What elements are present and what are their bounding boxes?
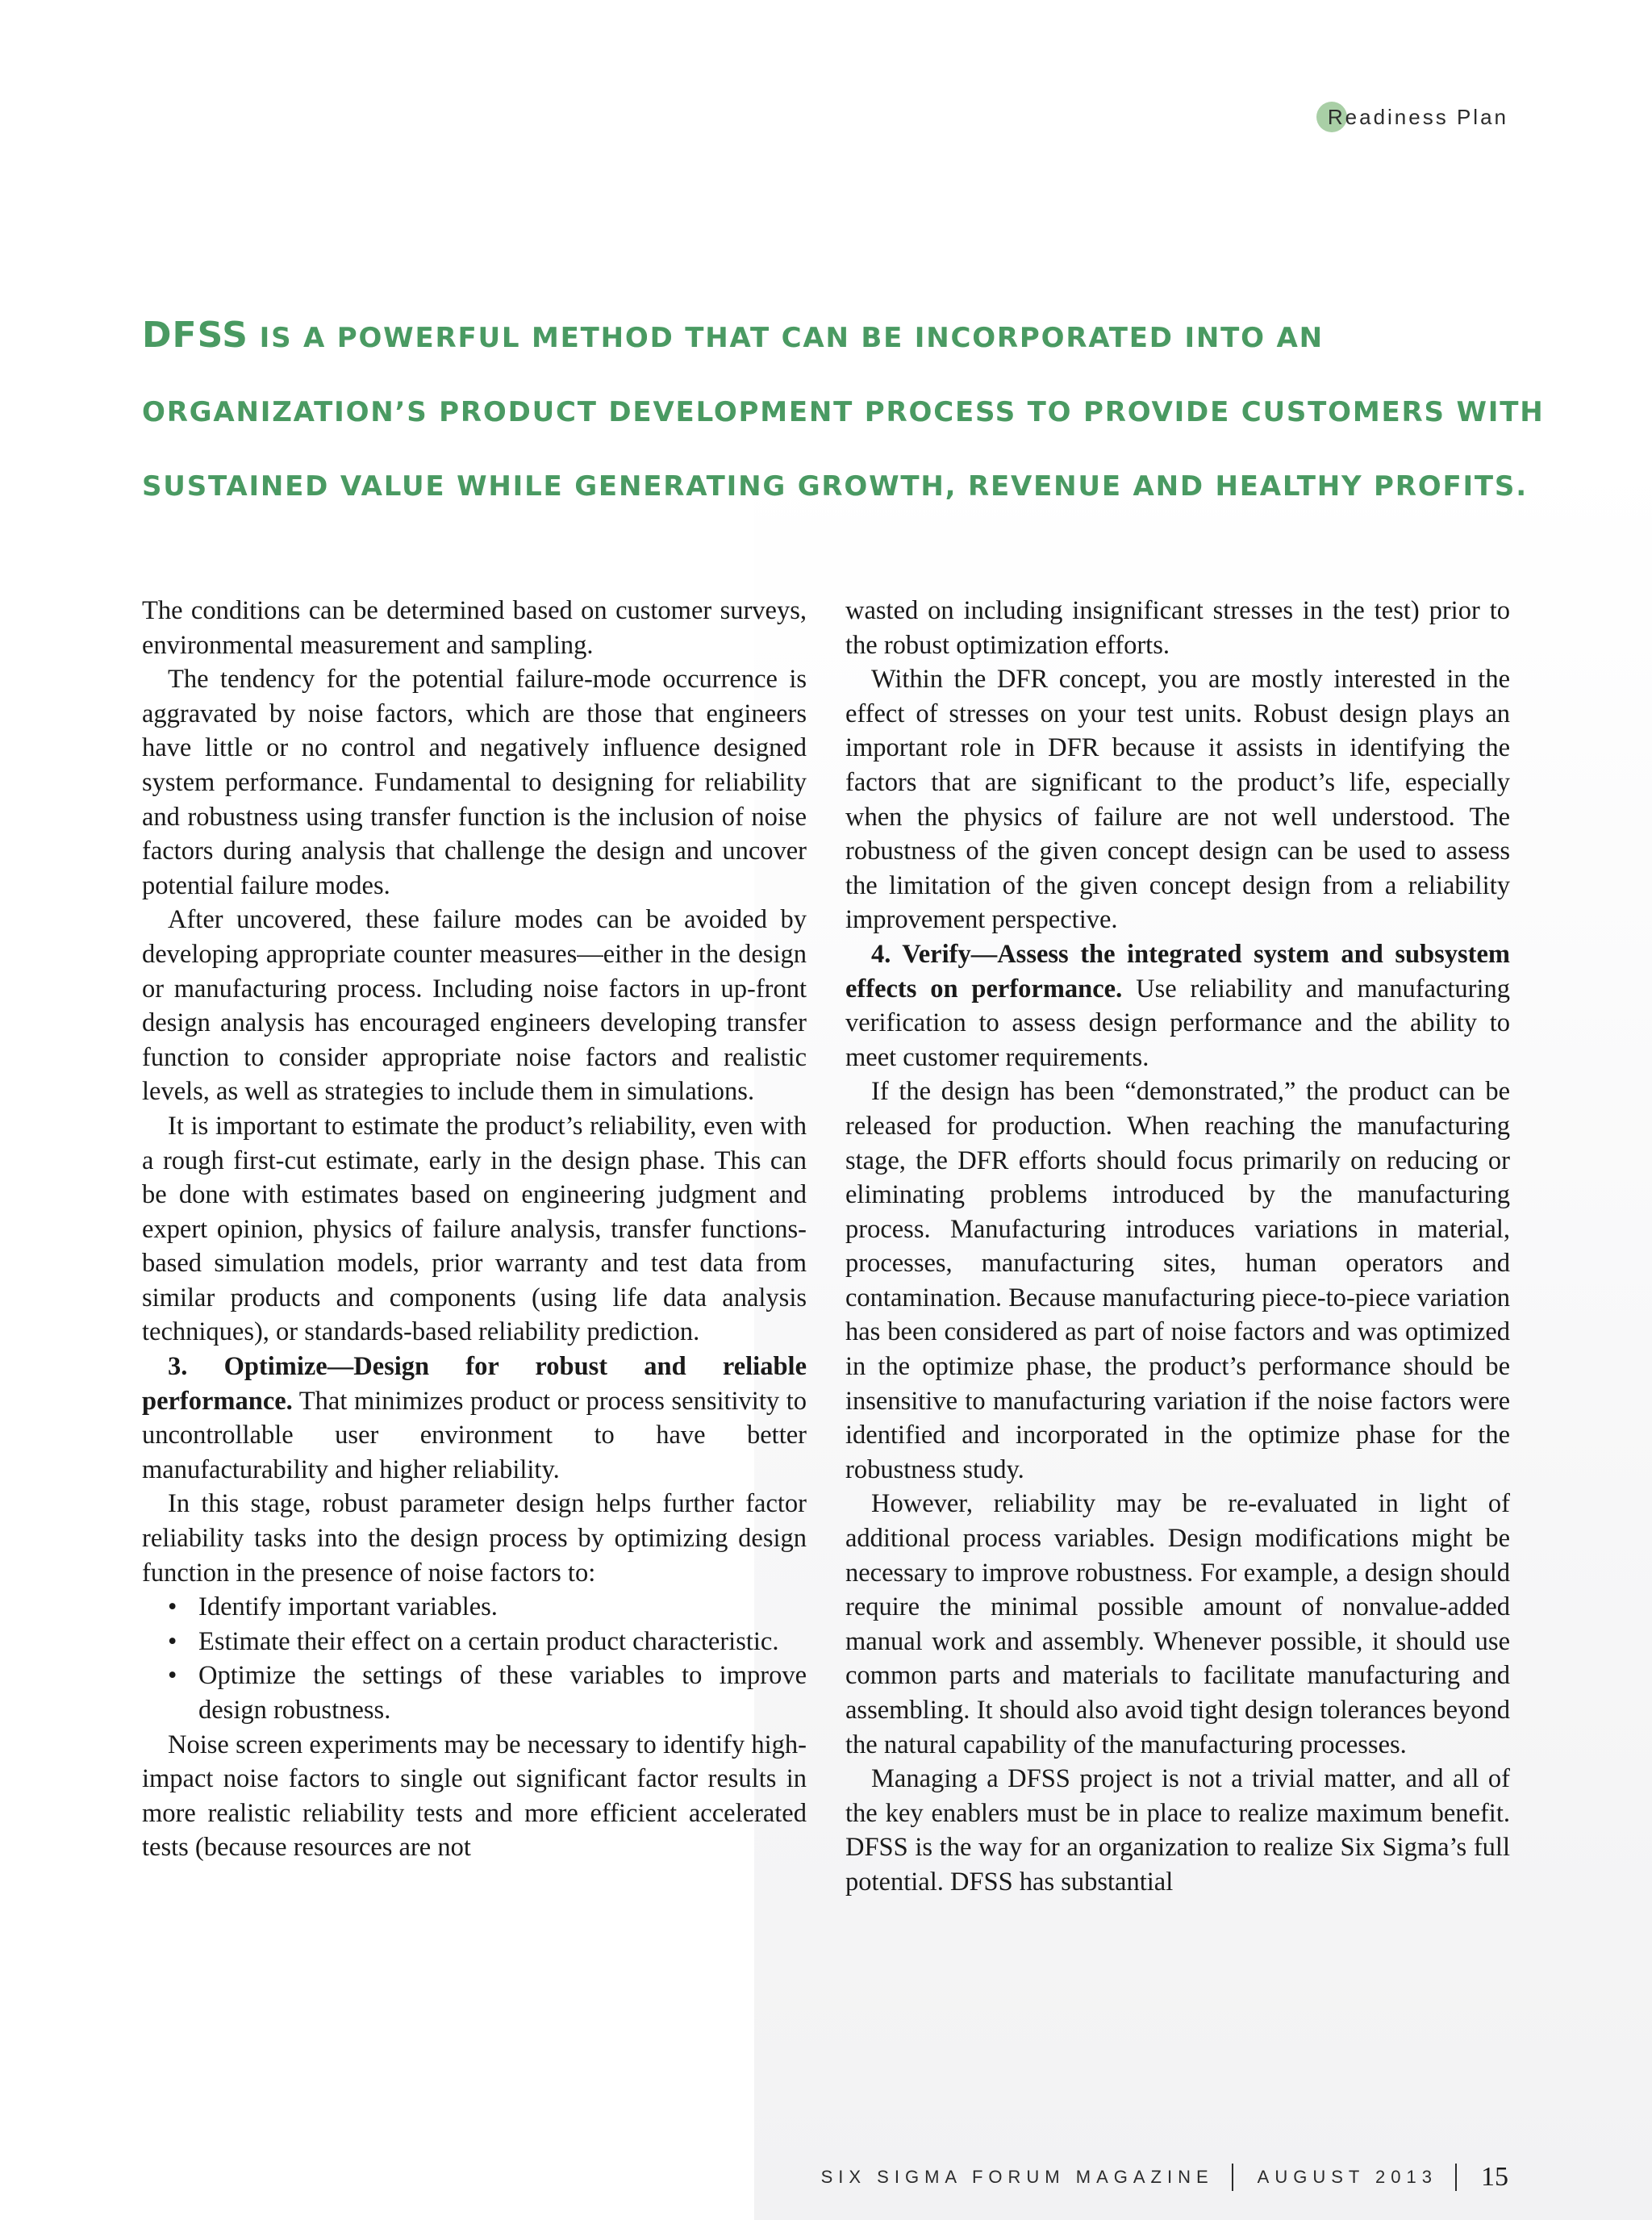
pull-quote-line-1-text: IS A POWERFUL METHOD THAT CAN BE INCORPORATED INTO AN	[248, 322, 1324, 354]
step-heading-optimize: 3. Optimize—Design for robust and reliable performance.	[142, 1352, 807, 1416]
pull-quote-line-1	[142, 298, 1513, 375]
pull-quote-line-3: SUSTAINED VALUE WHILE GENERATING GROWTH, REVENUE AND HEALTHY PROFITS.	[142, 470, 1528, 503]
step-heading-verify: 4. Verify—Assess the integrated system and subsystem effects on performance.	[845, 939, 1510, 1004]
left-column	[142, 594, 807, 1900]
paragraph: The tendency for the potential failure-mode occurrence is aggravated by noise factors, which are those that engineers have little or no control and negatively influence designed system performance. Fundamental to designing for reliability and robustness using transfer function is the inclusion of noise factors during analysis that challenge the design and uncover potential failure modes.	[142, 665, 807, 900]
pull-quote-lead-word: DFSS	[142, 315, 248, 356]
article-body	[142, 594, 1510, 1900]
paragraph: After uncovered, these failure modes can be avoided by developing appropriate counter measures—either in the design or manufacturing process. Including noise factors in up-front design analysis has encouraged engineers developing transfer function to consider appropriate noise factors and realistic levels, as well as strategies to include them in simulations.	[142, 905, 807, 1107]
right-column	[845, 594, 1510, 1900]
paragraph: wasted on including insignificant stresses in the test) prior to the robust optimization efforts.	[845, 596, 1510, 660]
magazine-name: SIX SIGMA FORUM MAGAZINE	[820, 2167, 1214, 2187]
section-label-text: Readiness Plan	[1327, 104, 1508, 129]
paragraph: In this stage, robust parameter design helps further factor reliability tasks into the design process by optimizing design function in the presence of noise factors to:	[142, 1489, 807, 1588]
paragraph-text: That minimizes product or process sensitivity to uncontrollable user environment to have better manufacturability and higher reliability.	[142, 1386, 807, 1484]
page-number: 15	[1481, 2162, 1508, 2192]
footer-divider	[1232, 2164, 1233, 2191]
paragraph: Within the DFR concept, you are mostly interested in the effect of stresses on your test units. Robust design plays an important role in DFR because it assists in identifying the factors that are significant to the product’s life, especially when the physics of failure are not well understood. The robustness of the given concept design can be used to assess the limitation of the given concept design from a reliability improvement perspective.	[845, 665, 1510, 935]
paragraph: Managing a DFSS project is not a trivial matter, and all of the key enablers must be in place to realize maximum benefit. DFSS is the way for an organization to realize Six Sigma’s full potential. DFSS has substantial	[845, 1764, 1510, 1897]
paragraph: However, reliability may be re-evaluated in light of additional process variables. Design modifications might be necessary to improve robustness. For example, a design should require the minimal possible amount of nonvalue-added manual work and assembly. Whenever possible, it should use common parts and materials to facilitate manufacturing and assembling. It should also avoid tight design tolerances beyond the natural capability of the manufacturing processes.	[845, 1489, 1510, 1759]
footer-divider	[1455, 2164, 1457, 2191]
pull-quote	[142, 298, 1545, 524]
issue-date: AUGUST 2013	[1257, 2167, 1437, 2187]
paragraph	[845, 937, 1510, 1075]
paragraph: Noise screen experiments may be necessary to identify high-impact noise factors to single out significant factor results in more realistic reliability tests and more efficient accelerated tests (because resources are not	[142, 1730, 807, 1863]
section-label	[1316, 102, 1508, 132]
bullet-list	[142, 1590, 807, 1727]
paragraph: If the design has been “demonstrated,” the product can be released for production. When reaching the manufacturing stage, the DFR efforts should focus primarily on reducing or eliminating problems introduced by the manufacturing process. Manufacturing introduces variations in material, processes, manufacturing sites, human operators and contamination. Because manufacturing piece-to-piece variation has been considered as part of noise factors and was optimized in the optimize phase, the product’s performance should be insensitive to manufacturing variation if the noise factors were identified and incorporated in the optimize phase for the robustness study.	[845, 1077, 1510, 1484]
paragraph: The conditions can be determined based on customer surveys, environmental measurement and sampling.	[142, 596, 807, 660]
paragraph-text: Use reliability and manufacturing verification to assess design performance and the ability to meet customer requirements.	[845, 974, 1510, 1072]
paragraph: It is important to estimate the product’s reliability, even with a rough first-cut estimate, early in the design phase. This can be done with estimates based on engineering judgment and expert opinion, physics of failure analysis, transfer functions-based simulation models, prior warranty and test data from similar products and components (using life data analysis techniques), or standards-based reliability prediction.	[142, 1111, 807, 1347]
list-item: • Estimate their effect on a certain product characteristic.	[142, 1625, 807, 1659]
list-item: • Optimize the settings of these variables to improve design robustness.	[142, 1659, 807, 1727]
pull-quote-line-2: ORGANIZATION’S PRODUCT DEVELOPMENT PROCESS TO PROVIDE CUSTOMERS WITH	[142, 396, 1545, 428]
paragraph	[142, 1350, 807, 1487]
list-item: • Identify important variables.	[142, 1590, 807, 1625]
page-footer	[821, 2162, 1508, 2193]
